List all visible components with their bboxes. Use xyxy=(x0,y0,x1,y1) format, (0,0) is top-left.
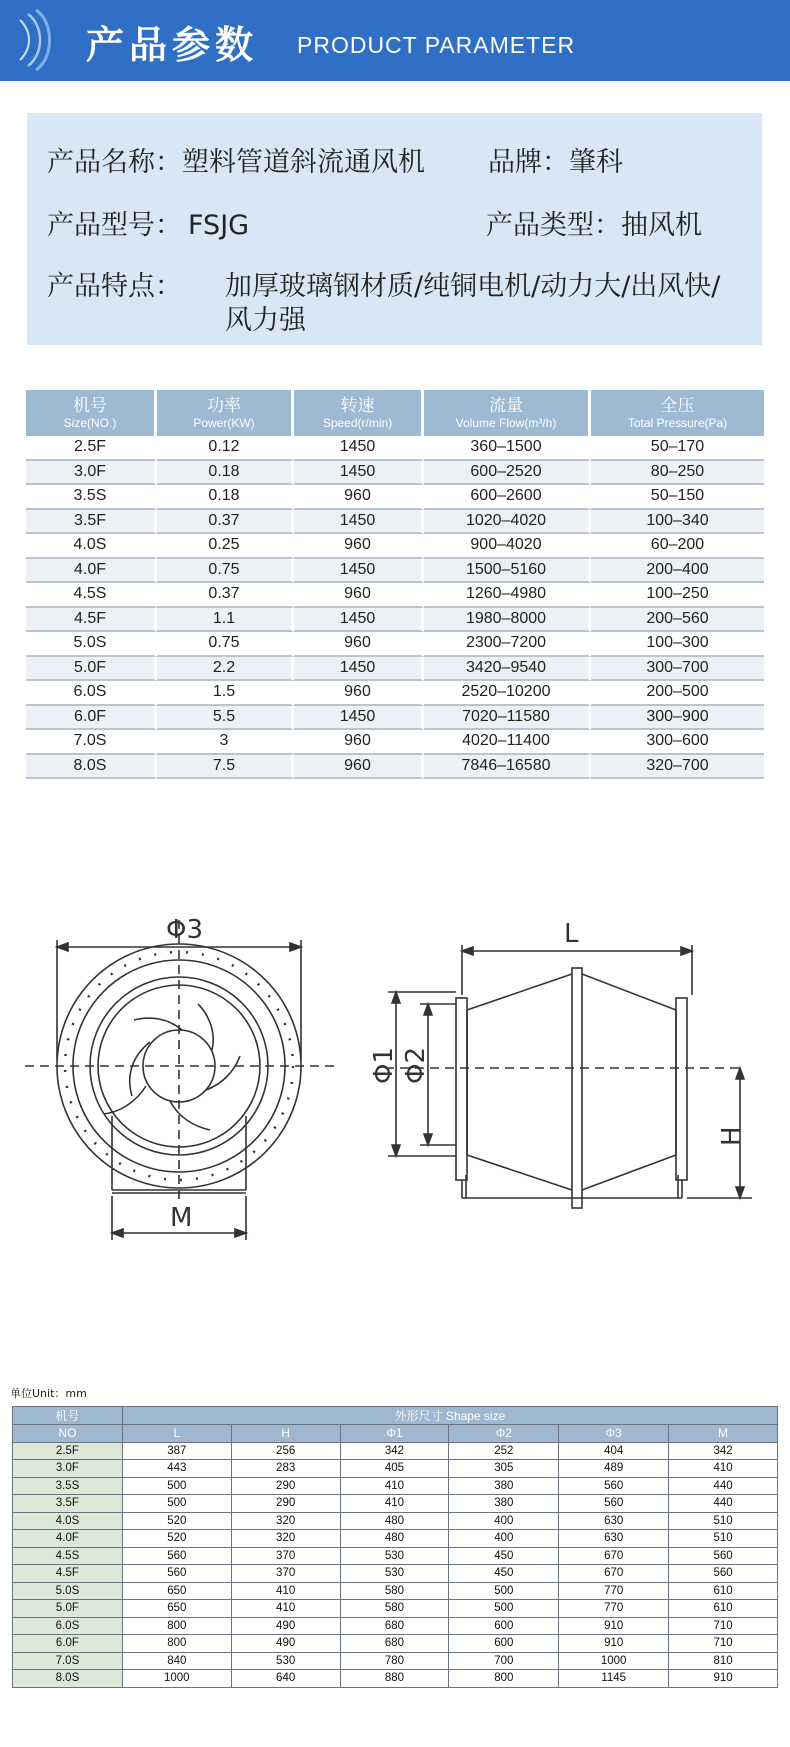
table-cell: 630 xyxy=(559,1530,669,1548)
brand-value: 肇科 xyxy=(569,147,623,178)
table-cell: 283 xyxy=(231,1460,340,1478)
table-cell: 610 xyxy=(669,1582,778,1600)
table-cell: 530 xyxy=(340,1565,449,1583)
table-cell: 710 xyxy=(669,1635,778,1653)
table-cell: 500 xyxy=(122,1477,231,1495)
table-cell: 3.5F xyxy=(26,510,157,535)
table-cell: 2.2 xyxy=(157,657,294,682)
table-cell: 1000 xyxy=(122,1670,231,1688)
table-cell: 300–600 xyxy=(591,730,764,755)
table-cell: 510 xyxy=(669,1530,778,1548)
table-cell: 680 xyxy=(340,1617,449,1635)
table-row xyxy=(13,1600,778,1618)
table-row xyxy=(26,583,764,608)
table-row xyxy=(13,1617,778,1635)
label-l: L xyxy=(564,919,579,949)
table-cell: 3420–9540 xyxy=(424,657,591,682)
table-cell: 320–700 xyxy=(591,755,764,780)
table-cell: 960 xyxy=(294,681,424,706)
table-cell: 300–700 xyxy=(591,657,764,682)
table-cell: 960 xyxy=(294,730,424,755)
table-cell: 440 xyxy=(669,1495,778,1513)
parameter-table-header xyxy=(26,390,764,436)
table-row xyxy=(13,1635,778,1653)
table-row xyxy=(13,1512,778,1530)
table-cell: 1260–4980 xyxy=(424,583,591,608)
table-cell: 4.0F xyxy=(13,1530,123,1548)
table-cell: 680 xyxy=(340,1635,449,1653)
table-cell: 0.18 xyxy=(157,461,294,486)
table-cell: 380 xyxy=(449,1495,559,1513)
table-cell: 100–340 xyxy=(591,510,764,535)
type-value: 抽风机 xyxy=(621,210,702,241)
table-cell: 490 xyxy=(231,1635,340,1653)
table-row xyxy=(13,1460,778,1478)
table-cell: 0.75 xyxy=(157,559,294,584)
table-cell: 800 xyxy=(449,1670,559,1688)
table-cell: 60–200 xyxy=(591,534,764,559)
label-phi3: Φ3 xyxy=(166,915,204,945)
table-cell: 630 xyxy=(559,1512,669,1530)
table-cell: 4.0S xyxy=(13,1512,123,1530)
model-row xyxy=(47,209,249,243)
table-cell: 480 xyxy=(340,1530,449,1548)
brand-label: 品牌： xyxy=(488,147,569,178)
table-cell: 5.0S xyxy=(13,1582,123,1600)
table-cell: 3.0F xyxy=(13,1460,123,1478)
table-row xyxy=(26,657,764,682)
table-row xyxy=(13,1582,778,1600)
table-cell: 520 xyxy=(122,1530,231,1548)
table-cell: 3 xyxy=(157,730,294,755)
table-cell: 1500–5160 xyxy=(424,559,591,584)
table-row xyxy=(26,510,764,535)
table-cell: 1450 xyxy=(294,608,424,633)
table-row xyxy=(13,1477,778,1495)
table-cell: 6.0F xyxy=(13,1635,123,1653)
table-cell: 489 xyxy=(559,1460,669,1478)
table-cell: 600–2600 xyxy=(424,485,591,510)
table-row xyxy=(13,1547,778,1565)
table-row xyxy=(13,1565,778,1583)
table-cell: 670 xyxy=(559,1565,669,1583)
table-cell: 770 xyxy=(559,1582,669,1600)
table-cell: 342 xyxy=(669,1442,778,1460)
table-cell: 960 xyxy=(294,534,424,559)
product-name-value: 塑料管道斜流通风机 xyxy=(182,147,425,178)
size-table xyxy=(12,1406,778,1688)
table-cell: 4.5S xyxy=(13,1547,123,1565)
size-col-header: H xyxy=(231,1425,340,1443)
table-cell: 410 xyxy=(340,1495,449,1513)
table-cell: 100–300 xyxy=(591,632,764,657)
table-cell: 0.18 xyxy=(157,485,294,510)
label-phi2: Φ2 xyxy=(401,1046,431,1084)
brand-row xyxy=(488,146,623,180)
table-cell: 6.0S xyxy=(26,681,157,706)
table-cell: 4.5F xyxy=(13,1565,123,1583)
table-cell: 50–170 xyxy=(591,436,764,461)
size-col-header: Φ3 xyxy=(559,1425,669,1443)
table-cell: 387 xyxy=(122,1442,231,1460)
table-cell: 560 xyxy=(669,1547,778,1565)
table-cell: 600–2520 xyxy=(424,461,591,486)
table-cell: 1450 xyxy=(294,657,424,682)
table-cell: 1000 xyxy=(559,1652,669,1670)
table-cell: 800 xyxy=(122,1635,231,1653)
table-cell: 7.0S xyxy=(26,730,157,755)
table-cell: 530 xyxy=(231,1652,340,1670)
table-cell: 1980–8000 xyxy=(424,608,591,633)
table-cell: 600 xyxy=(449,1635,559,1653)
table-cell: 900–4020 xyxy=(424,534,591,559)
table-cell: 1020–4020 xyxy=(424,510,591,535)
table-cell: 305 xyxy=(449,1460,559,1478)
table-cell: 650 xyxy=(122,1582,231,1600)
table-cell: 256 xyxy=(231,1442,340,1460)
table-cell: 410 xyxy=(669,1460,778,1478)
size-col-header: Φ2 xyxy=(449,1425,559,1443)
table-cell: 960 xyxy=(294,632,424,657)
table-row xyxy=(13,1495,778,1513)
label-m: M xyxy=(170,1203,193,1233)
table-cell: 320 xyxy=(231,1512,340,1530)
table-cell: 840 xyxy=(122,1652,231,1670)
table-cell: 200–560 xyxy=(591,608,764,633)
table-cell: 0.25 xyxy=(157,534,294,559)
table-cell: 2520–10200 xyxy=(424,681,591,706)
page-subtitle: PRODUCT PARAMETER xyxy=(297,32,576,58)
size-table-header-top xyxy=(13,1407,778,1425)
table-cell: 440 xyxy=(669,1477,778,1495)
table-cell: 670 xyxy=(559,1547,669,1565)
table-cell: 640 xyxy=(231,1670,340,1688)
label-h: H xyxy=(717,1126,747,1146)
table-cell: 700 xyxy=(449,1652,559,1670)
table-cell: 560 xyxy=(122,1547,231,1565)
table-cell: 3.5S xyxy=(13,1477,123,1495)
table-cell: 3.0F xyxy=(26,461,157,486)
table-cell: 1145 xyxy=(559,1670,669,1688)
table-cell: 910 xyxy=(559,1635,669,1653)
table-cell: 3.5F xyxy=(13,1495,123,1513)
table-cell: 7.0S xyxy=(13,1652,123,1670)
table-cell: 780 xyxy=(340,1652,449,1670)
table-cell: 960 xyxy=(294,755,424,780)
table-cell: 370 xyxy=(231,1547,340,1565)
table-cell: 4020–11400 xyxy=(424,730,591,755)
table-cell: 910 xyxy=(559,1617,669,1635)
table-cell: 200–400 xyxy=(591,559,764,584)
size-table-header-columns xyxy=(13,1425,778,1443)
size-col-header: L xyxy=(122,1425,231,1443)
table-cell: 800 xyxy=(122,1617,231,1635)
table-cell: 0.12 xyxy=(157,436,294,461)
table-cell: 0.37 xyxy=(157,583,294,608)
table-cell: 4.5F xyxy=(26,608,157,633)
table-cell: 1450 xyxy=(294,559,424,584)
table-cell: 510 xyxy=(669,1512,778,1530)
col-header-speed: 转速 Speed(r/min) xyxy=(294,390,424,436)
table-cell: 480 xyxy=(340,1512,449,1530)
table-cell: 443 xyxy=(122,1460,231,1478)
table-cell: 380 xyxy=(449,1477,559,1495)
table-row xyxy=(26,755,764,780)
table-cell: 1450 xyxy=(294,510,424,535)
table-cell: 560 xyxy=(122,1565,231,1583)
table-cell: 320 xyxy=(231,1530,340,1548)
unit-note: 单位Unit：mm xyxy=(10,1387,87,1400)
table-row xyxy=(26,485,764,510)
size-col-header: Φ1 xyxy=(340,1425,449,1443)
table-cell: 50–150 xyxy=(591,485,764,510)
table-row xyxy=(26,632,764,657)
table-cell: 200–500 xyxy=(591,681,764,706)
table-cell: 560 xyxy=(669,1565,778,1583)
table-row xyxy=(13,1670,778,1688)
table-row xyxy=(26,559,764,584)
product-name-label: 产品名称： xyxy=(47,147,182,178)
table-cell: 0.37 xyxy=(157,510,294,535)
table-cell: 290 xyxy=(231,1477,340,1495)
table-cell: 0.75 xyxy=(157,632,294,657)
table-cell: 960 xyxy=(294,583,424,608)
table-cell: 1.5 xyxy=(157,681,294,706)
table-cell: 530 xyxy=(340,1547,449,1565)
table-cell: 370 xyxy=(231,1565,340,1583)
table-cell: 600 xyxy=(449,1617,559,1635)
table-cell: 410 xyxy=(231,1582,340,1600)
brand-swoosh-icon xyxy=(6,4,66,76)
table-cell: 3.5S xyxy=(26,485,157,510)
table-cell: 360–1500 xyxy=(424,436,591,461)
table-cell: 710 xyxy=(669,1617,778,1635)
table-cell: 400 xyxy=(449,1512,559,1530)
table-cell: 5.0S xyxy=(26,632,157,657)
col-header-power: 功率 Power(KW) xyxy=(157,390,294,436)
model-value: FSJG xyxy=(188,210,250,241)
col-header-flow: 流量 Volume Flow(m³/h) xyxy=(424,390,591,436)
table-cell: 6.0S xyxy=(13,1617,123,1635)
table-cell: 1450 xyxy=(294,436,424,461)
table-cell: 8.0S xyxy=(13,1670,123,1688)
table-row xyxy=(13,1442,778,1460)
table-cell: 410 xyxy=(231,1600,340,1618)
product-info-panel xyxy=(27,113,762,345)
table-cell: 400 xyxy=(449,1530,559,1548)
table-cell: 404 xyxy=(559,1442,669,1460)
table-cell: 880 xyxy=(340,1670,449,1688)
feature-row xyxy=(47,270,182,304)
feature-label: 产品特点： xyxy=(47,271,182,302)
table-cell: 810 xyxy=(669,1652,778,1670)
table-cell: 450 xyxy=(449,1565,559,1583)
table-row xyxy=(26,706,764,731)
table-cell: 7.5 xyxy=(157,755,294,780)
table-cell: 80–250 xyxy=(591,461,764,486)
table-cell: 960 xyxy=(294,485,424,510)
table-cell: 2300–7200 xyxy=(424,632,591,657)
table-cell: 650 xyxy=(122,1600,231,1618)
table-row xyxy=(26,436,764,461)
label-phi1: Φ1 xyxy=(369,1046,399,1084)
table-cell: 4.5S xyxy=(26,583,157,608)
side-view xyxy=(385,945,752,1208)
table-cell: 6.0F xyxy=(26,706,157,731)
table-cell: 8.0S xyxy=(26,755,157,780)
table-cell: 100–250 xyxy=(591,583,764,608)
table-row xyxy=(26,608,764,633)
table-cell: 500 xyxy=(449,1582,559,1600)
table-row xyxy=(13,1530,778,1548)
table-cell: 450 xyxy=(449,1547,559,1565)
table-cell: 252 xyxy=(449,1442,559,1460)
table-cell: 4.0F xyxy=(26,559,157,584)
table-cell: 610 xyxy=(669,1600,778,1618)
table-cell: 1450 xyxy=(294,461,424,486)
table-cell: 500 xyxy=(122,1495,231,1513)
type-row xyxy=(486,209,702,243)
table-cell: 5.5 xyxy=(157,706,294,731)
size-col-header: NO xyxy=(13,1425,123,1443)
table-cell: 770 xyxy=(559,1600,669,1618)
table-cell: 342 xyxy=(340,1442,449,1460)
table-row xyxy=(26,681,764,706)
size-header-shape: 外形尺寸 Shape size xyxy=(122,1407,777,1425)
table-cell: 2.5F xyxy=(13,1442,123,1460)
table-cell: 2.5F xyxy=(26,436,157,461)
table-cell: 300–900 xyxy=(591,706,764,731)
type-label: 产品类型： xyxy=(486,210,621,241)
col-header-pressure: 全压 Total Pressure(Pa) xyxy=(591,390,764,436)
table-row xyxy=(26,461,764,486)
col-header-size: 机号 Size(NO.) xyxy=(26,390,157,436)
table-cell: 520 xyxy=(122,1512,231,1530)
parameter-table xyxy=(26,390,764,779)
table-cell: 580 xyxy=(340,1600,449,1618)
table-cell: 405 xyxy=(340,1460,449,1478)
table-row xyxy=(13,1652,778,1670)
table-row xyxy=(26,534,764,559)
table-cell: 1.1 xyxy=(157,608,294,633)
table-cell: 5.0F xyxy=(13,1600,123,1618)
table-cell: 290 xyxy=(231,1495,340,1513)
model-label: 产品型号： xyxy=(47,210,182,241)
table-cell: 7846–16580 xyxy=(424,755,591,780)
table-cell: 5.0F xyxy=(26,657,157,682)
front-view xyxy=(25,920,335,1240)
table-cell: 410 xyxy=(340,1477,449,1495)
table-cell: 560 xyxy=(559,1495,669,1513)
table-cell: 1450 xyxy=(294,706,424,731)
size-col-header: M xyxy=(669,1425,778,1443)
table-cell: 4.0S xyxy=(26,534,157,559)
feature-value: 加厚玻璃钢材质/纯铜电机/动力大/出风快/风力强 xyxy=(225,271,721,336)
table-cell: 7020–11580 xyxy=(424,706,591,731)
product-name-row xyxy=(47,146,425,180)
table-row xyxy=(26,730,764,755)
page-title: 产品参数 xyxy=(86,23,259,67)
table-cell: 910 xyxy=(669,1670,778,1688)
table-cell: 580 xyxy=(340,1582,449,1600)
table-cell: 500 xyxy=(449,1600,559,1618)
size-header-no-cn: 机号 xyxy=(13,1407,123,1425)
table-cell: 490 xyxy=(231,1617,340,1635)
header-banner xyxy=(0,0,790,81)
dimension-drawing xyxy=(0,880,790,1260)
table-cell: 560 xyxy=(559,1477,669,1495)
